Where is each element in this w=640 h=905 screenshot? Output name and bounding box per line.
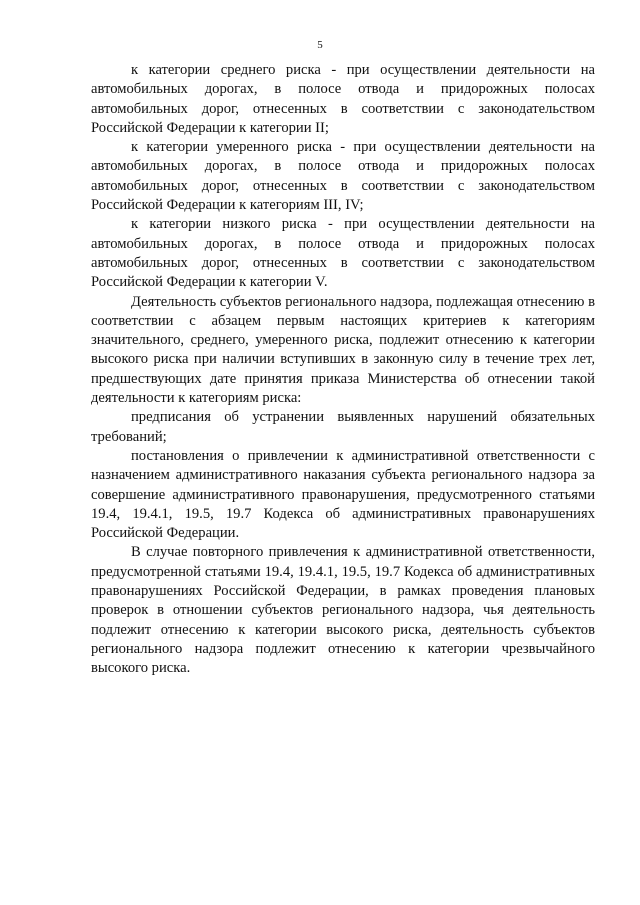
document-body (91, 61, 595, 679)
paragraph-medium-risk: к категории среднего риска - при осуществлении деятельности на автомобильных дорогах, в полосе отвода и придорожных полосах автомобильных дорог, отнесенных в соответствии с законодательством Российской Федерации к категории II; (91, 62, 595, 136)
paragraph-orders: предписания об устранении выявленных нарушений обязательных требований; (91, 409, 595, 445)
paragraph-high-risk-conditions: Деятельность субъектов регионального надзора, подлежащая отнесению в соответствии с абзацем первым настоящих критериев к категориям значительного, среднего, умеренного риска, подлежит отнесению к категории высокого риска при наличии вступивших в законную силу в течение трех лет, предшествующих дате принятия приказа Министерства об отнесении такой деятельности к категориям риска: (91, 293, 595, 407)
paragraph-extreme-risk: В случае повторного привлечения к административной ответственности, предусмотренной статьями 19.4, 19.4.1, 19.5, 19.7 Кодекса об административных правонарушениях Российской Федерации, в рамках проведения плановых проверок в отношении субъектов регионального надзора, чья деятельность подлежит отнесению к категории высокого риска, деятельность субъектов регионального надзора подлежит отнесению к категории чрезвычайного высокого риска. (91, 544, 595, 677)
paragraph-resolutions: постановления о привлечении к административной ответственности с назначением административного наказания субъекта регионального надзора за совершение административного правонарушения, предусмотренного статьями 19.4, 19.4.1, 19.5, 19.7 Кодекса об административных правонарушениях Российской Федерации. (91, 447, 595, 542)
page-number: 5 (317, 39, 323, 51)
paragraph-low-risk: к категории низкого риска - при осуществлении деятельности на автомобильных дорогах, в полосе отвода и придорожных полосах автомобильных дорог, отнесенных в соответствии с законодательством Российской Федерации к категории V. (91, 216, 595, 291)
paragraph-moderate-risk: к категории умеренного риска - при осуществлении деятельности на автомобильных дорогах, в полосе отвода и придорожных полосах автомобильных дорог, отнесенных в соответствии с законодательством Российской Федерации к категориям III, IV; (91, 139, 595, 214)
